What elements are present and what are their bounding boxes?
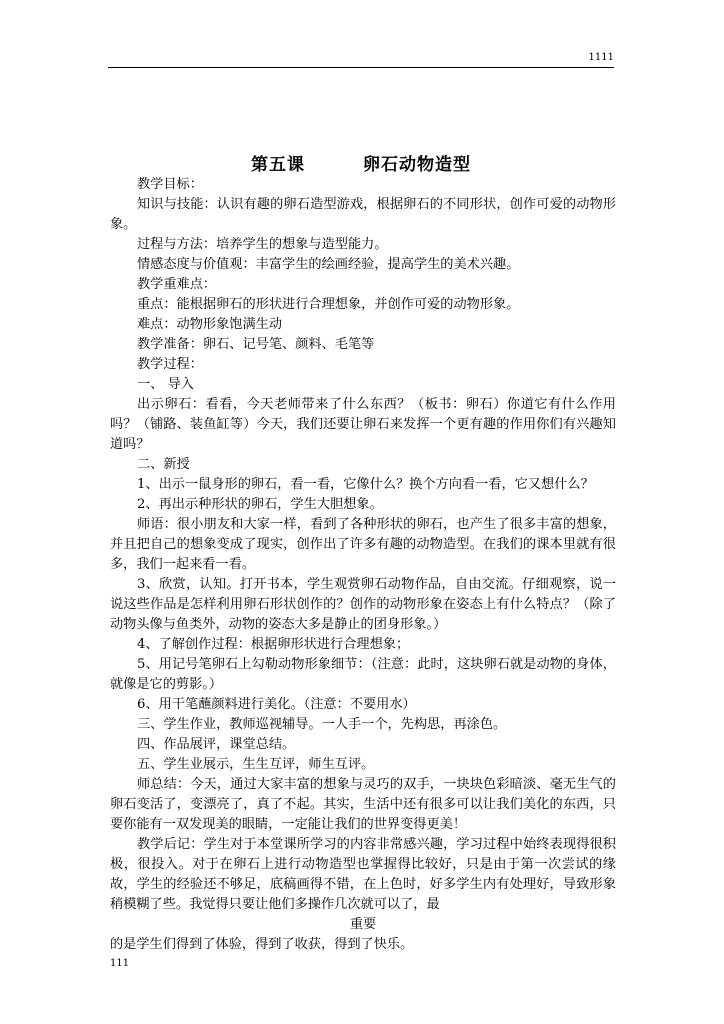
paragraph: 五、学生业展示，生生互评，师生互评。 [137, 757, 375, 772]
header-page-number: 1111 [588, 52, 614, 63]
paragraph: 6、用干笔蘸颜料进行美化。（注意：不要用水） [137, 697, 416, 712]
paragraph: 教学后记：学生对于本堂课所学习的内容非常感兴趣，学习过程中始终表现得很积极，很投入。对于在卵石上进行动物造型也掌握得比较好，只是由于第一次尝试的缘故，学生的经验还不够足，底稿画得不错，在上色时，好多学生内有处理好，导致形象稍模糊了些。我觉得只要让他们多操作几次就可以了，最 [110, 837, 616, 912]
paragraph: 2、再出示种形状的卵石，学生大胆想象。 [137, 497, 383, 512]
paragraph: 1、出示一鼠身形的卵石，看一看，它像什么？换个方向看一看，它又想什么？ [137, 477, 594, 492]
paragraph: 一、 导入 [137, 377, 194, 392]
paragraph: 出示卵石：看看，今天老师带来了什么东西？（板书：卵石）你道它有什么作用吗？（铺路、装鱼缸等）今天，我们还要让卵石来发挥一个更有趣的作用你们有兴趣知道吗？ [110, 397, 616, 452]
paragraph: 情感态度与价值观：丰富学生的绘画经验，提高学生的美术兴趣。 [137, 257, 520, 272]
paragraph: 三、学生作业，教师巡视辅导。一人手一个，先构思，再涂色。 [137, 717, 507, 732]
paragraph: 师总结：今天，通过大家丰富的想象与灵巧的双手，一块块色彩暗淡、毫无生气的卵石变活了，变漂亮了，真了不起。其实，生活中还有很多可以让我们美化的东西，只要你能有一双发现美的眼睛，一定能让我们的世界变得更美！ [110, 777, 616, 832]
header-rule [108, 67, 614, 68]
paragraph: 四、作品展评，课堂总结。 [137, 737, 296, 752]
paragraph: 难点：动物形象饱满生动 [137, 317, 283, 332]
stray-word: 重要 [349, 917, 377, 932]
paragraph: 重点：能根据卵石的形状进行合理想象，并创作可爱的动物形象。 [137, 297, 520, 312]
page-title [108, 150, 614, 175]
lesson-number: 第五课 [251, 155, 305, 175]
document-body [110, 175, 616, 955]
paragraph: 5、用记号笔卵石上勾勒动物形象细节：（注意：此时，这块卵石就是动物的身体，就像是它的剪影。） [110, 657, 616, 692]
paragraph: 教学目标： [137, 177, 203, 192]
paragraph: 教学准备：卵石、记号笔、颜料、毛笔等 [137, 337, 375, 352]
footer-page-number: 111 [110, 958, 130, 969]
lesson-topic: 卵石动物造型 [363, 155, 471, 175]
paragraph: 师语：很小朋友和大家一样，看到了各种形状的卵石，也产生了很多丰富的想象，并且把自己的想象变成了现实，创作出了许多有趣的动物造型。在我们的课本里就有很多，我们一起来看一看。 [110, 517, 616, 572]
paragraph: 教学重难点： [137, 277, 217, 292]
paragraph: 过程与方法：培养学生的想象与造型能力。 [137, 237, 388, 252]
paragraph: 二、新授 [137, 457, 190, 472]
paragraph-last-line: 的是学生们得到了体验，得到了收获，得到了快乐。 [110, 937, 414, 952]
paragraph: 教学过程： [137, 357, 203, 372]
paragraph: 3、欣赏，认知。打开书本，学生观赏卵石动物作品，自由交流。仔细观察，说一说这些作品是怎样利用卵石形状创作的？创作的动物形象在姿态上有什么特点？（除了动物头像与鱼类外，动物的姿态大多是静止的团身形象。） [110, 577, 616, 632]
paragraph: 知识与技能：认识有趣的卵石造型游戏，根据卵石的不同形状，创作可爱的动物形象。 [110, 197, 616, 232]
paragraph: 4、了解创作过程：根据卵形状进行合理想象； [137, 637, 410, 652]
